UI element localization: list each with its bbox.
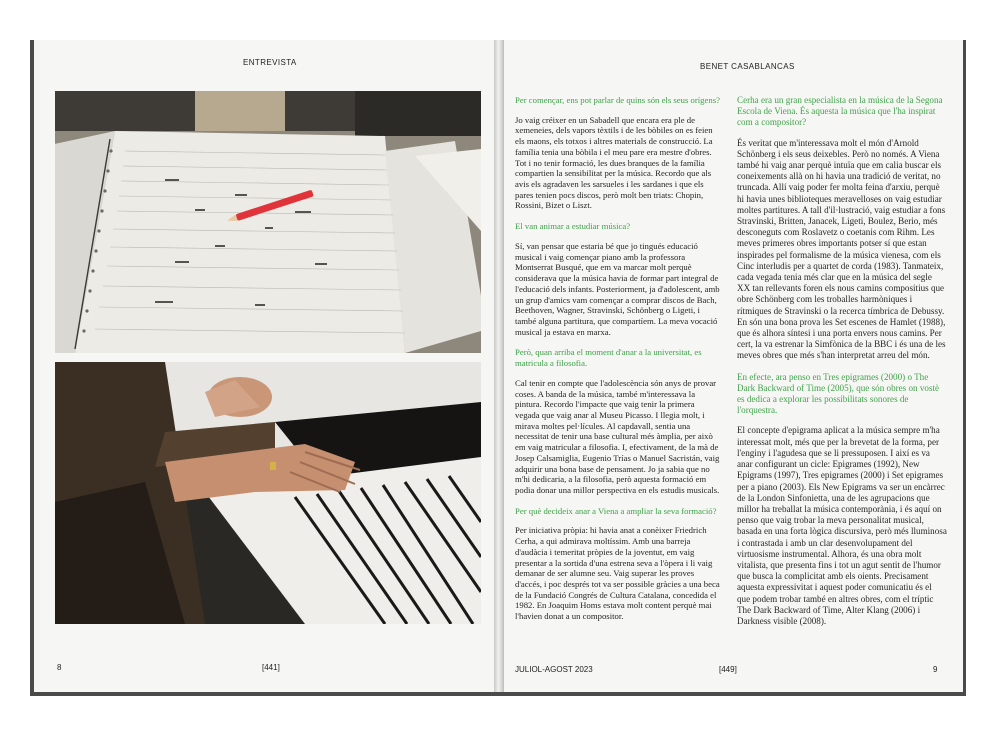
- answer-2: Sí, van pensar que estaria bé que jo tingués educació musical i vaig començar piano amb la professora Montserrat Busqué, que em va marcar molt perquè considerava que la música havia de formar part integral de l'educació dels infants. Posteriorment, ja d'adolescent, amb un grup d'amics vam començar a comprar discos de Bach, Beethoven, Wagner, Stravinski, Schönberg o Ligeti, i també alguna partitura, que compartíem. La meva vocació musical ja estava en marxa.: [515, 240, 720, 337]
- piano-photo: [55, 362, 481, 624]
- page-number-left: 8: [57, 663, 62, 672]
- hands-on-piano-illustration: [55, 362, 481, 624]
- issue-date: JULIOL-AGOST 2023: [515, 665, 593, 674]
- page-number-right: 9: [933, 665, 938, 674]
- answer-4: Per iniciativa pròpia: hi havia anat a conèixer Friedrich Cerha, a qui admirava moltíssim. Amb una barreja d'audàcia i temeritat pròpies de la joventut, em vaig presentar a la sortida d'una estrena seva a l'òpera i li vaig demanar de ser alumne seu. Vaig superar les proves d'accés, i poc després tot va ser possible gràcies a una beca de la Fundació Congrés de Cultura Catalana, concedida el 1982. En Joaquim Homs estava molt content perquè mai l'havien donat a un compositor.: [515, 525, 720, 622]
- question-3: Però, quan arriba el moment d'anar a la universitat, es matricula a filosofia.: [515, 347, 702, 369]
- issue-number-right: [449]: [719, 665, 737, 674]
- answer-5: És veritat que m'interessava molt el món d'Arnold Schönberg i els seus deixebles. Però no només. A Viena també hi vaig anar perquè intuïa que em calia buscar els coneixements allà on hi havia una tradició de veritat, no truncada. Allí vaig poder fer molta feina d'arxiu, perquè hi havia unes biblioteques meravelloses on vaig estudiar moltes partitures. A tall d'il·lustració, vaig estudiar a fons Stravinski, Britten, Janacek, Ligeti, Boulez, Berio, més desconeguts com Roslavetz o coetanis com Rihm. Les meves primeres obres importants potser sí que estan inspirades pel formalisme de la música vienesa, com els Cinc interludis per a quartet de corda (1983). Tanmateix, cada vegada tenia més clar que en la música del segle XX tan rellevants foren els nous camins compositius que obre Schönberg com les troballes harmòniques i rítmiques de Stravinski o la recerca tímbrica de Debussy. En són una bona prova les Set escenes de Hamlet (1988), que és alhora síntesi i una porta envers nous camins. Per cert, la va estrenar la Simfònica de la BBC i és una de les meves obres que més s'han interpretat arreu del món.: [737, 137, 946, 361]
- question-5: Cerha era un gran especialista en la música de la Segona Escola de Viena. És aquesta la música que l'ha inspirat com a compositor?: [737, 95, 943, 128]
- score-and-pencil-illustration: [55, 91, 481, 353]
- question-2: El van animar a estudiar música?: [515, 221, 631, 232]
- running-head-left: ENTREVISTA: [243, 58, 297, 67]
- question-4: Per què decideix anar a Viena a ampliar la seva formació?: [515, 505, 717, 516]
- question-1: Per començar, ens pot parlar de quins són els seus orígens?: [515, 95, 720, 105]
- binding-gutter: [494, 40, 504, 692]
- score-photo: [55, 91, 481, 353]
- question-6: En efecte, ara penso en Tres epigrames (2000) o The Dark Backward of Time (2005), que són obres on vostè es dedica a explorar les possibilitats sonores de l'orquestra.: [737, 371, 940, 416]
- issue-number-left: [441]: [262, 663, 280, 672]
- text-column-1: [515, 95, 720, 632]
- answer-1: Jo vaig créixer en un Sabadell que encara era ple de xemeneies, dels vapors tèxtils i de les bòbiles on es feien els maons, els totxos i altres materials de construcció. La família tenia una bòbila i el meu pare era mestre d'obres. Tot i no tenir formació, les dues branques de la família compartien la sensibilitat per la música. Recordo que als avis els agradaven les sarsueles i les sardanes i que els pares tenien pocs discos, però molt ben triats: Chopin, Rossini, Bizet o Liszt.: [515, 114, 713, 211]
- running-head-right: BENET CASABLANCAS: [700, 62, 795, 71]
- answer-6: El concepte d'epigrama aplicat a la música sempre m'ha interessat molt, més que per la brevetat de la forma, per l'enginy i l'agudesa que se li pressuposen. I així es va anar configurant un cicle: Epigrames (1992), New Epigrams (1997), Tres epigrames (2000) i Set epigrames per a piano (2003). Els New Epigrams va ser un encàrrec de la London Sinfonietta, una de les agrupacions que millor ha treballat la música contemporània, i és aquí on penso que vaig trobar la meva personalitat musical, basada en una forta lògica discursiva, però més lluminosa i contrastada i amb un clar desenvolupament del virtuosisme instrumental. Alhora, és una obra molt vitalista, que presenta fins i tot un agut sentit de l'humor que busca la complicitat amb els oients. Precisament aquesta expressivitat i aquest poder comunicatiu és el que podem trobar també en altres obres, com el tríptic The Dark Backward of Time, Alter Klang (2006) i Darkness visible (2008).: [737, 425, 947, 626]
- answer-3: Cal tenir en compte que l'adolescència són anys de provar coses. A banda de la música, també m'interessava la pintura. Recordo l'impacte que vaig tenir la primera vegada que vaig anar al Museu Picasso. I llegia molt, i mirava moltes pel·lícules. Al capdavall, sentia una necessitat de tenir una base cultural més àmplia, per això em vaig matricular a filosofia. I, efectivament, de la mà de Josep Calsamiglia, Eugenio Trías o Manuel Sacristán, vaig adquirir una bona base de pensament. Jo ja sabia que no m'hi dedicaria, a la filosofia, però aquesta formació em podia donar una millor perspectiva en els estudis musicals.: [515, 377, 720, 495]
- text-column-2: [737, 95, 947, 637]
